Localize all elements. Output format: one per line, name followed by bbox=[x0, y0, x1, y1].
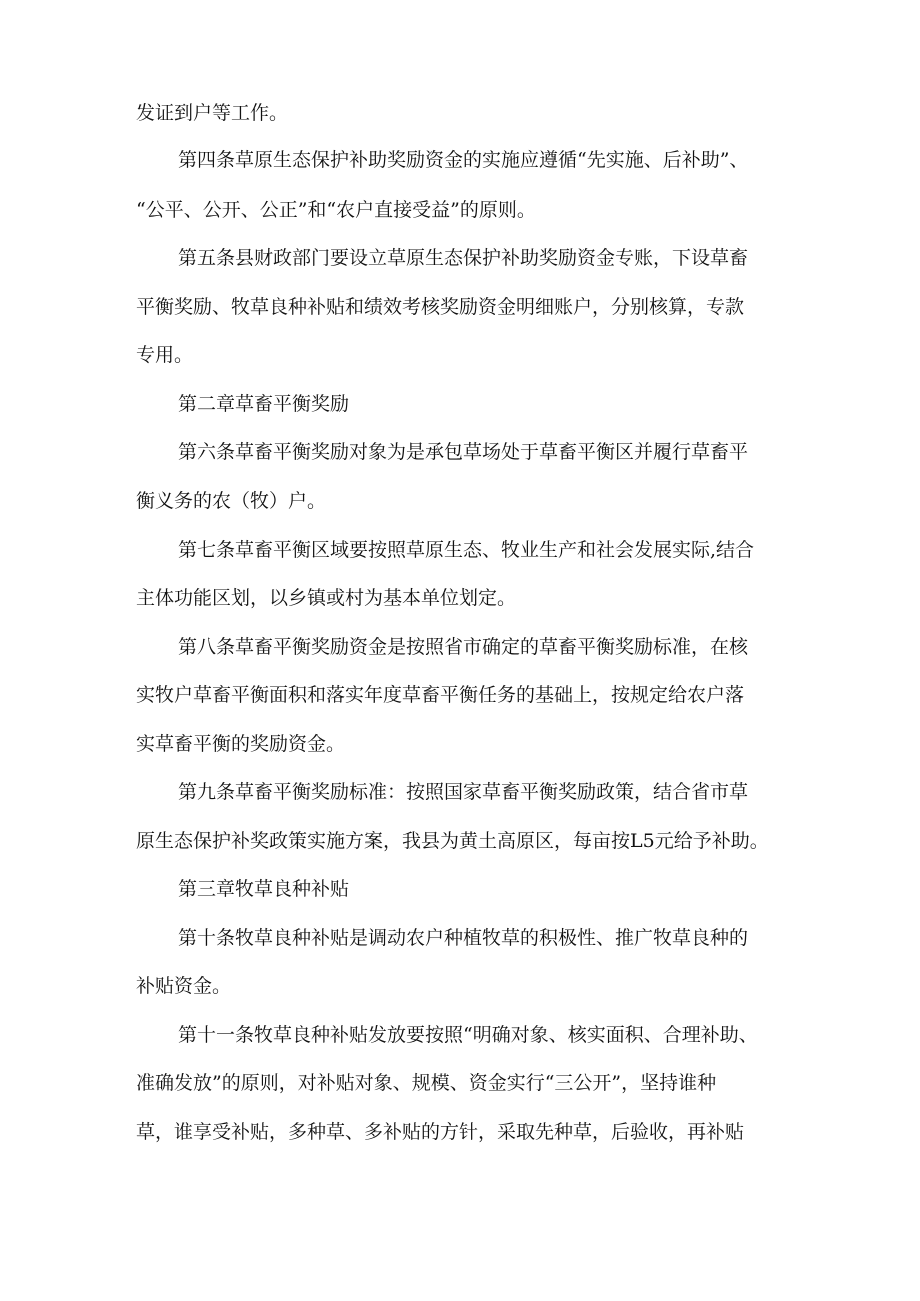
text-line: 补贴资金。 bbox=[136, 975, 232, 997]
text-line: 实草畜平衡的奖励资金。 bbox=[136, 733, 346, 755]
text-line: 第四条草原生态保护补助奖励资金的实施应遵循“先实施、后补助”、 bbox=[178, 149, 749, 171]
text-line: 第八条草畜平衡奖励资金是按照省市确定的草畜平衡奖励标准，在核 bbox=[178, 636, 749, 658]
text-line: 专用。 bbox=[136, 344, 194, 366]
text-line: 第五条县财政部门要设立草原生态保护补助奖励资金专账，下设草畜 bbox=[178, 247, 749, 269]
text-line: 第十一条牧草良种补贴发放要按照“明确对象、核实面积、合理补助、 bbox=[178, 1024, 758, 1046]
text-line: 第七条草畜平衡区域要按照草原生态、牧业生产和社会发展实际,结合 bbox=[178, 539, 755, 561]
text-line: 准确发放”的原则，对补贴对象、规模、资金实行“三公开”，坚持谁种 bbox=[136, 1072, 717, 1094]
text-line: 草，谁享受补贴，多种草、多补贴的方针，采取先种草，后验收，再补贴 bbox=[136, 1121, 745, 1143]
text-line: “公平、公开、公正”和“农户直接受益”的原则。 bbox=[136, 199, 536, 221]
text-line: 原生态保护补奖政策实施方案，我县为黄土高原区，每亩按L5元给予补助。 bbox=[136, 830, 769, 852]
chapter-heading: 第二章草畜平衡奖励 bbox=[178, 393, 350, 415]
text-line: 发证到户等工作。 bbox=[136, 102, 289, 124]
text-line: 第九条草畜平衡奖励标准：按照国家草畜平衡奖励政策，结合省市草 bbox=[178, 781, 749, 803]
text-line: 平衡奖励、牧草良种补贴和绩效考核奖励资金明细账户，分别核算，专款 bbox=[136, 296, 745, 318]
text-line: 衡义务的农（牧）户。 bbox=[136, 490, 327, 512]
text-line: 实牧户草畜平衡面积和落实年度草畜平衡任务的基础上，按规定给农户落 bbox=[136, 684, 745, 706]
text-line: 主体功能区划，以乡镇或村为基本单位划定。 bbox=[136, 587, 517, 609]
text-line: 第十条牧草良种补贴是调动农户种植牧草的积极性、推广牧草良种的 bbox=[178, 927, 749, 949]
text-line: 第六条草畜平衡奖励对象为是承包草场处于草畜平衡区并履行草畜平 bbox=[178, 441, 749, 463]
chapter-heading: 第三章牧草良种补贴 bbox=[178, 878, 350, 900]
